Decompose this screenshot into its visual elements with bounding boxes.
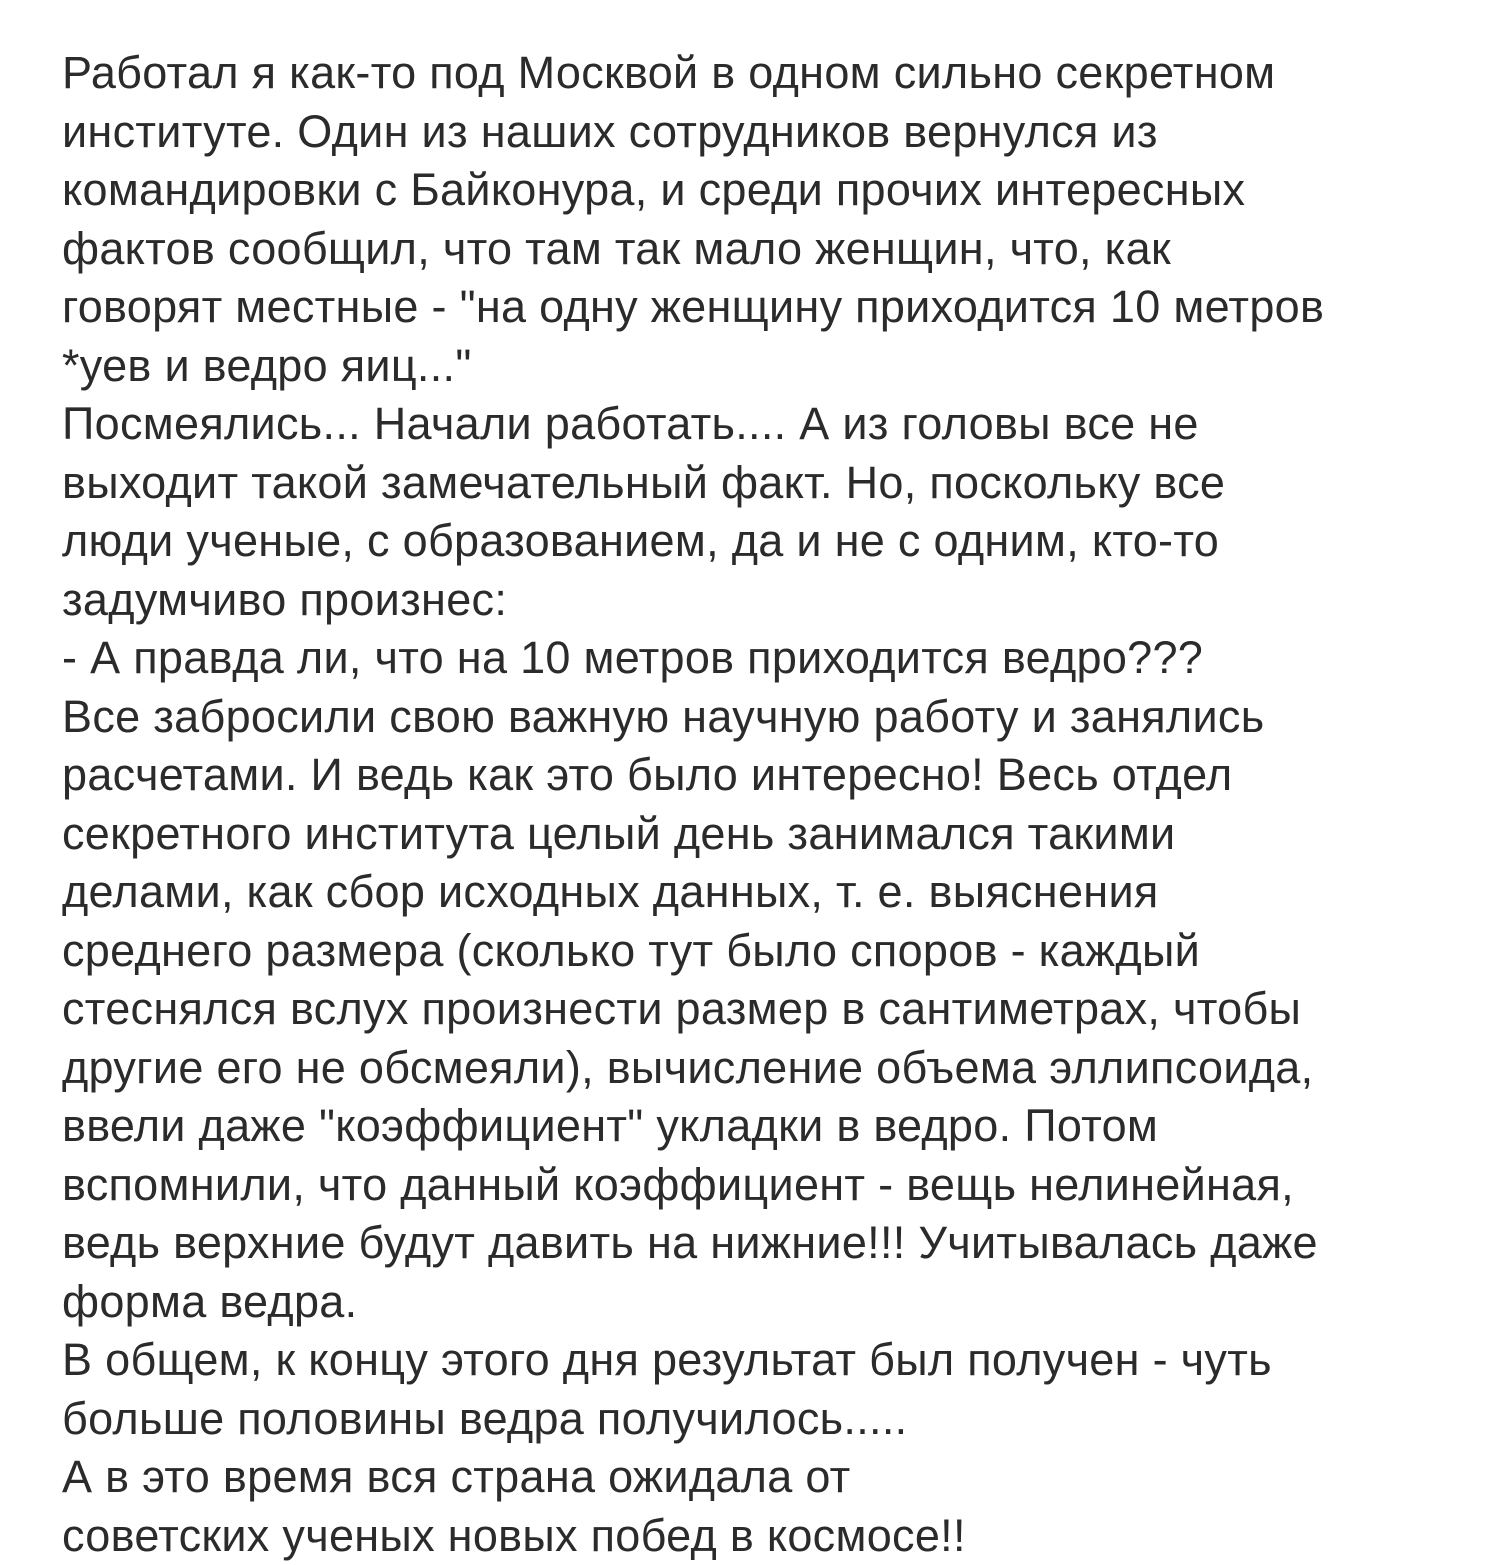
text-line: Все забросили свою важную научную работу и занялись bbox=[62, 688, 1482, 747]
text-line: секретного института целый день занимался такими bbox=[62, 805, 1482, 864]
text-line: люди ученые, с образованием, да и не с одним, кто-то bbox=[62, 512, 1482, 571]
text-line: институте. Один из наших сотрудников вернулся из bbox=[62, 103, 1482, 162]
text-line: Посмеялись... Начали работать.... А из головы все не bbox=[62, 395, 1482, 454]
text-line: фактов сообщил, что там так мало женщин, что, как bbox=[62, 220, 1482, 279]
text-line: - А правда ли, что на 10 метров приходится ведро??? bbox=[62, 629, 1482, 688]
text-line: А в это время вся страна ожидала от bbox=[62, 1448, 1482, 1507]
text-line: форма ведра. bbox=[62, 1273, 1482, 1332]
post-text bbox=[62, 44, 1482, 1565]
text-line: делами, как сбор исходных данных, т. е. выяснения bbox=[62, 863, 1482, 922]
text-line: говорят местные - "на одну женщину приходится 10 метров bbox=[62, 278, 1482, 337]
text-line: командировки с Байконура, и среди прочих интересных bbox=[62, 161, 1482, 220]
text-line: расчетами. И ведь как это было интересно! Весь отдел bbox=[62, 746, 1482, 805]
text-line: больше половины ведра получилось..... bbox=[62, 1390, 1482, 1449]
text-line: ведь верхние будут давить на нижние!!! Учитывалась даже bbox=[62, 1214, 1482, 1273]
text-line: Работал я как-то под Москвой в одном сильно секретном bbox=[62, 44, 1482, 103]
text-line: советских ученых новых побед в космосе!! bbox=[62, 1507, 1482, 1565]
text-line: В общем, к концу этого дня результат был получен - чуть bbox=[62, 1331, 1482, 1390]
text-line: *уев и ведро яиц..." bbox=[62, 337, 1482, 396]
text-line: задумчиво произнес: bbox=[62, 571, 1482, 630]
text-line: ввели даже "коэффициент" укладки в ведро. Потом bbox=[62, 1097, 1482, 1156]
text-line: стеснялся вслух произнести размер в сантиметрах, чтобы bbox=[62, 980, 1482, 1039]
text-line: выходит такой замечательный факт. Но, поскольку все bbox=[62, 454, 1482, 513]
text-line: другие его не обсмеяли), вычисление объема эллипсоида, bbox=[62, 1039, 1482, 1098]
text-line: вспомнили, что данный коэффициент - вещь нелинейная, bbox=[62, 1156, 1482, 1215]
text-line: среднего размера (сколько тут было споров - каждый bbox=[62, 922, 1482, 981]
